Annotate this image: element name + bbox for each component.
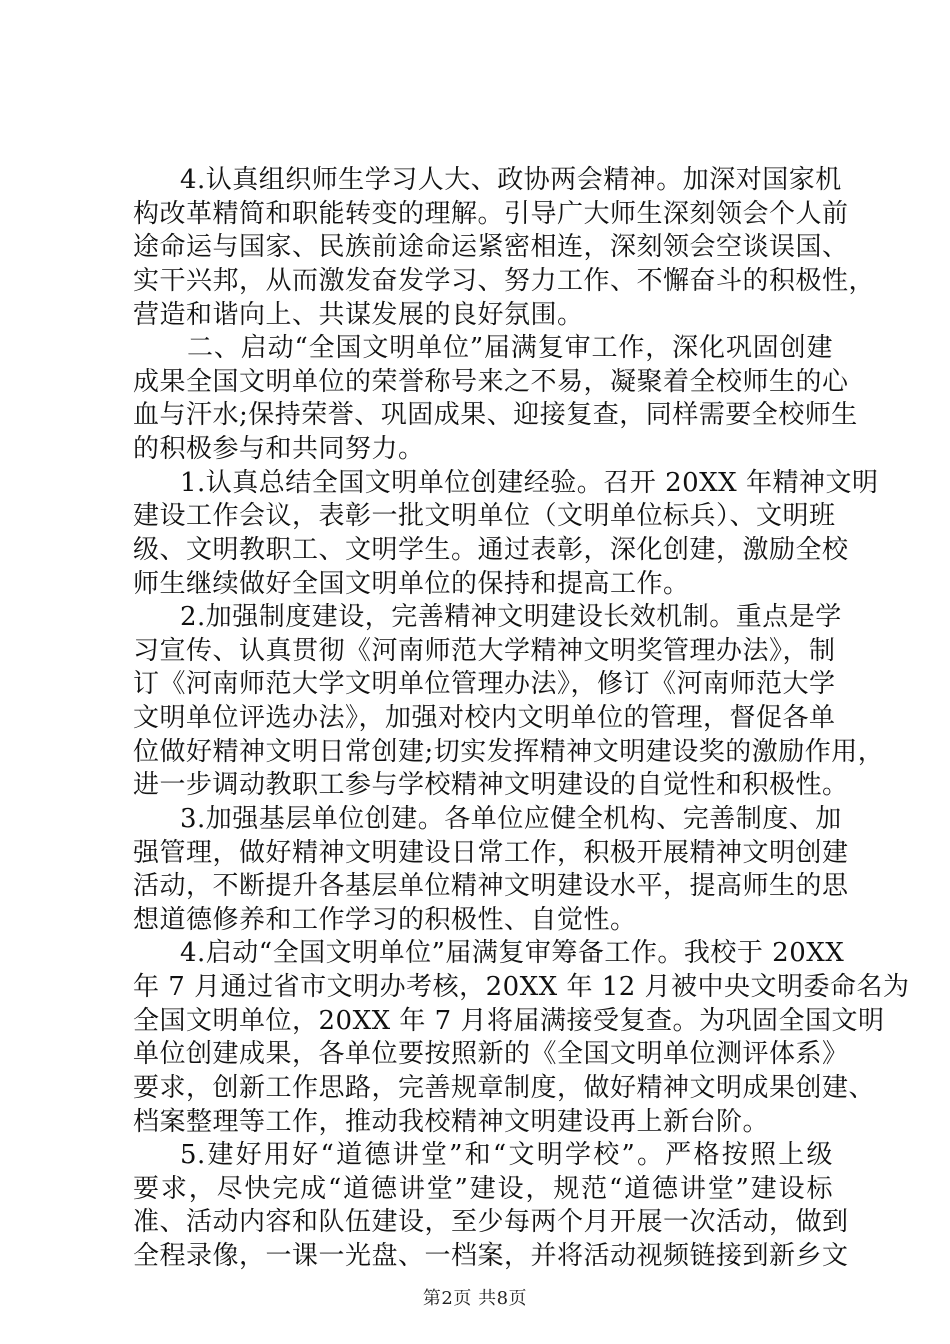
- text-line: 1.认真总结全国文明单位创建经验。召开 20XX 年精神文明: [180, 468, 879, 498]
- text-line: 全国文明单位，20XX 年 7 月将届满接受复查。为巩固全国文明: [133, 1006, 885, 1036]
- text-line: 准、活动内容和队伍建设，至少每两个月开展一次活动，做到: [133, 1207, 849, 1237]
- text-line: 师生继续做好全国文明单位的保持和提高工作。: [133, 569, 690, 599]
- text-line: 实干兴邦，从而激发奋发学习、努力工作、不懈奋斗的积极性，: [133, 266, 876, 296]
- text-line: 要求，创新工作思路，完善规章制度，做好精神文明成果创建、: [133, 1073, 876, 1103]
- text-line: 营造和谐向上、共谋发展的良好氛围。: [133, 300, 584, 330]
- text-line: 要求，尽快完成“道德讲堂”建设，规范“道德讲堂”建设标: [133, 1174, 833, 1204]
- text-line: 进一步调动教职工参与学校精神文明建设的自觉性和积极性。: [133, 770, 849, 800]
- text-line: 级、文明教职工、文明学生。通过表彰，深化创建，激励全校: [133, 535, 849, 565]
- text-line: 的积极参与和共同努力。: [133, 434, 425, 464]
- text-line: 位做好精神文明日常创建;切实发挥精神文明建设奖的激励作用，: [133, 737, 885, 767]
- text-line: 订《河南师范大学文明单位管理办法》，修订《河南师范大学: [133, 669, 836, 699]
- text-line: 4.启动“全国文明单位”届满复审筹备工作。我校于 20XX: [180, 938, 845, 968]
- text-line: 想道德修养和工作学习的积极性、自觉性。: [133, 905, 637, 935]
- text-line: 文明单位评选办法》，加强对校内文明单位的管理，督促各单: [133, 703, 836, 733]
- text-line: 建设工作会议，表彰一批文明单位（文明单位标兵）、文明班: [133, 501, 836, 531]
- text-line: 3.加强基层单位创建。各单位应健全机构、完善制度、加: [180, 804, 842, 834]
- text-line: 2.加强制度建设，完善精神文明建设长效机制。重点是学: [180, 602, 842, 632]
- text-line: 4.认真组织师生学习人大、政协两会精神。加深对国家机: [180, 165, 842, 195]
- text-line: 档案整理等工作，推动我校精神文明建设再上新台阶。: [133, 1107, 770, 1137]
- text-line: 单位创建成果，各单位要按照新的《全国文明单位测评体系》: [133, 1039, 849, 1069]
- text-line: 习宣传、认真贯彻《河南师范大学精神文明奖管理办法》，制: [133, 636, 836, 666]
- text-line: 途命运与国家、民族前途命运紧密相连，深刻领会空谈误国、: [133, 232, 849, 262]
- text-line: 年 7 月通过省市文明办考核，20XX 年 12 月被中央文明委命名为: [133, 972, 910, 1002]
- text-line: 强管理，做好精神文明建设日常工作，积极开展精神文明创建: [133, 838, 849, 868]
- text-line: 构改革精简和职能转变的理解。引导广大师生深刻领会个人前: [133, 199, 849, 229]
- text-line: 5.建好用好“道德讲堂”和“文明学校”。严格按照上级: [180, 1140, 833, 1170]
- text-line: 血与汗水;保持荣誉、巩固成果、迎接复查，同样需要全校师生: [133, 400, 858, 430]
- text-line: 全程录像，一课一光盘、一档案，并将活动视频链接到新乡文: [133, 1241, 849, 1271]
- text-line: 活动，不断提升各基层单位精神文明建设水平，提高师生的思: [133, 871, 849, 901]
- section-heading: 二、启动“全国文明单位”届满复审工作，深化巩固创建: [187, 333, 833, 363]
- text-line: 成果全国文明单位的荣誉称号来之不易，凝聚着全校师生的心: [133, 367, 849, 397]
- page-footer: 第2页 共8页: [422, 1288, 528, 1309]
